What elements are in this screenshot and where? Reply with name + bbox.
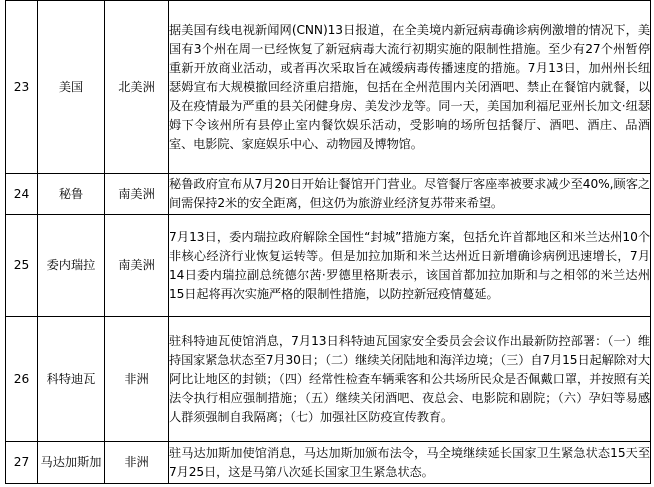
country-name: 科特迪瓦 — [46, 371, 96, 386]
region-name: 南美洲 — [118, 186, 155, 201]
table-row — [6, 215, 651, 317]
country-cell — [38, 442, 105, 484]
row-number — [6, 174, 38, 215]
country-cell — [38, 215, 105, 317]
region-name: 北美洲 — [118, 79, 155, 94]
row-number — [6, 317, 38, 442]
country-name: 马达加斯加 — [40, 455, 102, 469]
country-name: 委内瑞拉 — [46, 258, 96, 272]
countries-measures-table — [5, 0, 651, 484]
region-cell — [105, 215, 169, 317]
row-number-text: 23 — [13, 79, 30, 94]
measures-text: 秘鲁政府宣布从7月20日开始让餐馆开门营业。尽管餐厅客座率被要求减少至40%,顾客之间需保持2米的安全距离，但这仍为旅游业经济复苏带来希望。 — [169, 177, 650, 210]
measures-text: 驻科特迪瓦使馆消息，7月13日科特迪瓦国家安全委员会会议作出最新防控部署：（一）维持国家紧急状态至7月30日；（二）继续关闭陆地和海洋边境；（三）自7月15日起解除对大阿比让地区的封锁；（四）经常性检查车辆乘客和公共场所民众是否佩戴口罩，并按照有关法令执行相应强制措施；（五）继续关闭酒吧、夜总会、电影院和剧院；（六）孕妇等易感人群须强制自我隔离；（七）加强社区防疫宣传教育。 — [169, 333, 650, 424]
row-number — [6, 215, 38, 317]
measures-cell — [169, 442, 651, 484]
measures-cell — [169, 1, 651, 174]
row-number-text: 27 — [13, 455, 30, 469]
measures-cell — [169, 317, 651, 442]
table-row — [6, 1, 651, 174]
country-name: 美国 — [58, 79, 84, 94]
region-cell — [105, 442, 169, 484]
country-cell — [38, 317, 105, 442]
region-cell — [105, 174, 169, 215]
measures-cell — [169, 215, 651, 317]
row-number-text: 25 — [13, 258, 30, 272]
table-row — [6, 442, 651, 484]
table-row — [6, 317, 651, 442]
region-name: 非洲 — [124, 371, 149, 386]
measures-text: 据美国有线电视新闻网(CNN)13日报道，在全美境内新冠病毒确诊病例激增的情况下，美国有3个州在周一已经恢复了新冠病毒大流行初期实施的限制性措施。至少有27个州暂停重新开放商业活动，或者再次采取旨在减缓病毒传播速度的措施。7月13日，加州州长纽瑟姆宣布大规模撤回经济重启措施，包括在全州范围内关闭酒吧、禁止在餐馆内就餐，以及在疫情最为严重的县关闭健身房、美发沙龙等。同一天，美国加利福尼亚州长加文·纽瑟姆下令该州所有县停止室内餐饮娱乐活动，受影响的场所包括餐厅、酒吧、酒庄、品酒室、电影院、家庭娱乐中心、动物园及博物馆。 — [169, 22, 650, 151]
table-row — [6, 174, 651, 215]
measures-cell — [169, 174, 651, 215]
region-cell — [105, 317, 169, 442]
row-number-text: 26 — [13, 371, 30, 386]
country-cell — [38, 1, 105, 174]
country-name: 秘鲁 — [58, 186, 84, 201]
region-name: 非洲 — [124, 455, 149, 469]
row-number — [6, 1, 38, 174]
region-cell — [105, 1, 169, 174]
row-number — [6, 442, 38, 484]
row-number-text: 24 — [13, 186, 30, 201]
measures-text: 7月13日，委内瑞拉政府解除全国性“封城”措施方案，包括允许首都地区和米兰达州10个非核心经济行业恢复运转等。但是加拉加斯和米兰达州近日新增确诊病例迅速增长，7月14日委内瑞拉副总统德尔茜·罗德里格斯表示，该国首都加拉加斯和与之相邻的米兰达州15日起将再次实施严格的限制性措施，以防控新冠疫情蔓延。 — [169, 229, 650, 301]
measures-text: 驻马达加斯加使馆消息，马达加斯加颁布法令，马全境继续延长国家卫生紧急状态15天至7月25日，这是马第八次延长国家卫生紧急状态。 — [169, 445, 650, 479]
region-name: 南美洲 — [118, 258, 155, 272]
country-cell — [38, 174, 105, 215]
